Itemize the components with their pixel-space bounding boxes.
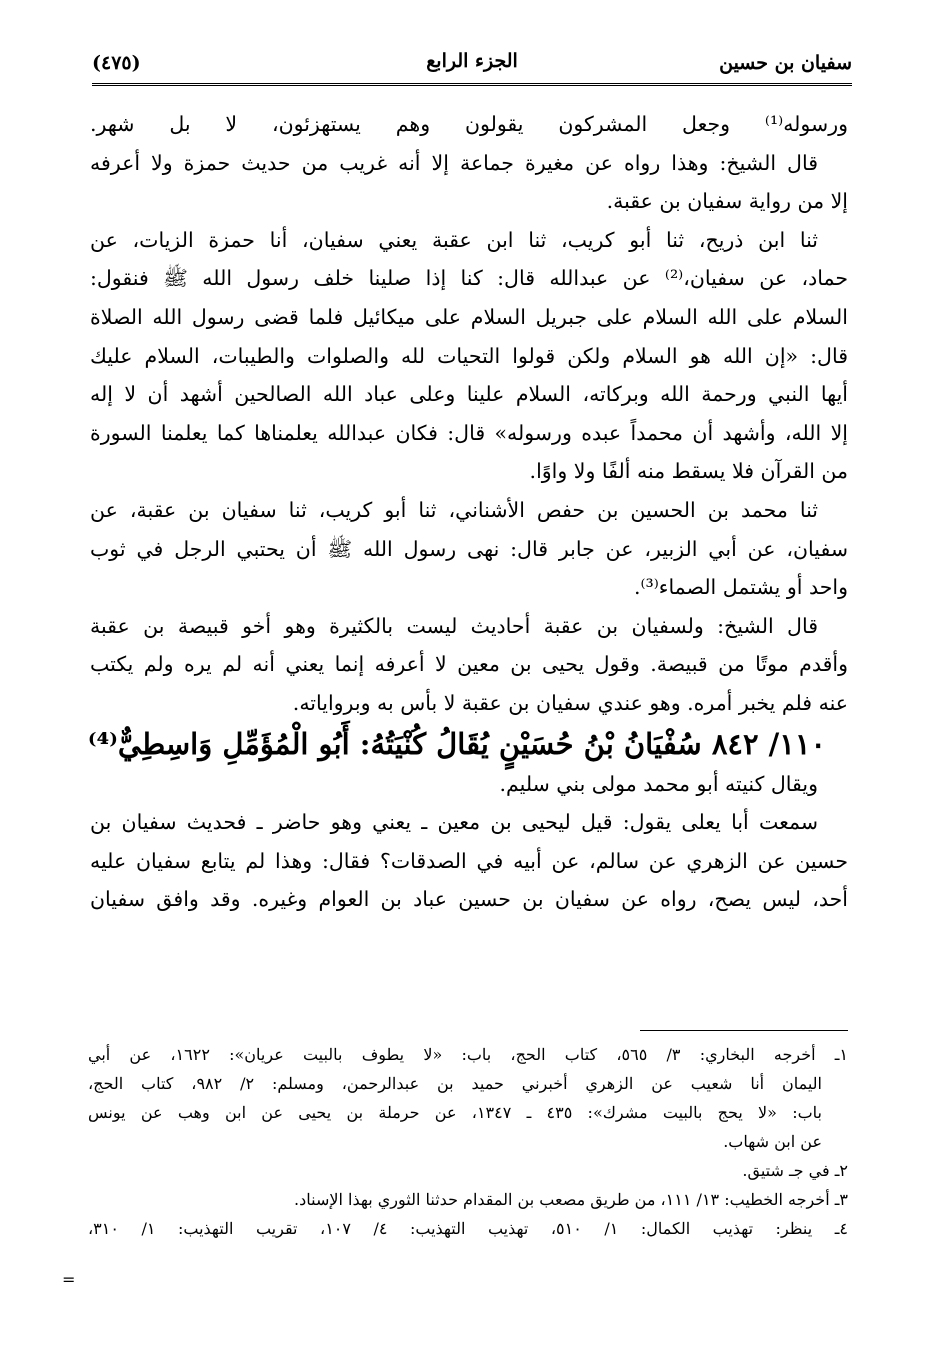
text-line: قال: «إن الله هو السلام ولكن قولوا التحيات لله والصلوات والطيبات، السلام عليك bbox=[90, 343, 848, 368]
entry-heading: ١١٠/ ٨٤٢ سُفْيَانُ بْنُ حُسَيْنٍ يُقَالُ كُنْيَتُهُ: أَبُو الْمُؤَمِّلِ وَاسِطِيٌّ⁽⁴⁾ bbox=[87, 726, 826, 761]
text-line: حماد، عن سفيان،⁽²⁾ عن عبدالله قال: كنا إذا صلينا خلف رسول الله ﷺ فنقول: bbox=[90, 266, 848, 291]
text-line: ورسوله⁽¹⁾ وجعل المشركون يقولون وهم يستهزئون، لا بل شهر. bbox=[90, 112, 848, 136]
text-line: إلا الله، وأشهد أن محمداً عبده ورسوله» قال: فكان عبدالله يعلمناها كما يعلمنا السورة bbox=[90, 420, 848, 445]
page-header bbox=[92, 44, 852, 84]
continuation-mark: = bbox=[62, 1270, 76, 1289]
text-line: من القرآن فلا يسقط منه ألفًا ولا واوًا. bbox=[529, 459, 848, 484]
text-line: قال الشيخ: وهذا رواه عن مغيرة جماعة إلا أنه غريب من حديث حمزة ولا أعرفه bbox=[90, 150, 818, 175]
footnote-line: ٢ـ في جـ شتيق. bbox=[742, 1161, 848, 1180]
text-line: ثنا محمد بن الحسين بن حفص الأشناني، ثنا أبو كريب، ثنا سفيان بن عقبة، عن bbox=[90, 497, 818, 522]
text-line: عنه فلم يخبر أمره. وهو عندي سفيان بن عقبة لا بأس به وبرواياته. bbox=[292, 690, 848, 715]
text-line: وأقدم موتًا من قبيصة. وقول يحيى بن معين لا أعرفه إنما يعني أنه لم يره ولم يكتب bbox=[90, 652, 848, 677]
footnote-line: ١ـ أخرجه البخاري: ٣/ ٥٦٥، كتاب الحج، باب: «لا يطوف بالبيت عريان»: ١٦٢٢، عن أبي bbox=[88, 1045, 848, 1064]
main-text bbox=[87, 105, 848, 919]
footnote-line: عن ابن شهاب. bbox=[723, 1132, 822, 1151]
footnote-line: ٤ـ ينظر: تهذيب الكمال: ١/ ٥١٠، تهذيب التهذيب: ٤/ ١٠٧، تقريب التهذيب: ١/ ٣١٠، bbox=[88, 1219, 848, 1238]
header-section-title: سفيان بن حسين bbox=[719, 52, 852, 74]
text-line: السلام على الله السلام على جبريل السلام على ميكائيل فلما قضى رسول الله الصلاة bbox=[90, 304, 848, 329]
header-divider bbox=[92, 83, 852, 86]
footnote-line: اليمان أنا شعيب عن الزهري أخبرني حميد بن عبدالرحمن، ومسلم: ٢/ ٩٨٢، كتاب الحج، bbox=[88, 1074, 823, 1093]
text-line: واحد أو يشتمل الصماء⁽³⁾. bbox=[633, 575, 848, 600]
page-number: (٤٧٥) bbox=[92, 52, 141, 74]
text-line: قال الشيخ: ولسفيان بن عقبة أحاديث ليست بالكثيرة وهو أخو قبيصة بن عقبة bbox=[90, 613, 818, 638]
header-volume: الجزء الرابع bbox=[426, 50, 518, 72]
text-line: أيها النبي ورحمة الله وبركاته، السلام علينا وعلى عباد الله الصالحين أشهد أن لا إله bbox=[90, 382, 848, 407]
text-line: سمعت أبا يعلى يقول: قيل ليحيى بن معين ـ يعني وهو حاضر ـ فحديث سفيان بن bbox=[90, 810, 818, 835]
text-line: إلا من رواية سفيان بن عقبة. bbox=[606, 189, 848, 214]
footnote-divider bbox=[640, 1030, 848, 1031]
text-line: ثنا ابن ذريح، ثنا أبو كريب، ثنا ابن عقبة يعني سفيان، أنا حمزة الزيات، عن bbox=[90, 227, 818, 252]
footnote-line: ٣ـ أخرجه الخطيب: ١٣/ ١١١، من طريق مصعب بن المقدام حدثنا الثوري بهذا الإسناد. bbox=[294, 1190, 848, 1209]
text-line: سفيان، عن أبي الزبير، عن جابر قال: نهى رسول الله ﷺ أن يحتبي الرجل في ثوب bbox=[90, 536, 848, 561]
text-line: ويقال كنيته أبو محمد مولى بني سليم. bbox=[499, 771, 818, 796]
footnote-line: باب: «لا يحج بالبيت مشرك»: ٤٣٥ ـ ١٣٤٧، عن حرملة بن يحيى عن ابن وهب عن يونس bbox=[88, 1103, 822, 1122]
text-line: أحد، ليس يصح، رواه عن سفيان بن حسين عباد بن العوام وغيره. وقد وافق سفيان bbox=[90, 887, 848, 912]
text-line: حسين عن الزهري عن سالم، عن أبيه في الصدقات؟ فقال: وهذا لم يتابع سفيان عليه bbox=[90, 848, 848, 873]
footnotes bbox=[88, 1040, 848, 1243]
